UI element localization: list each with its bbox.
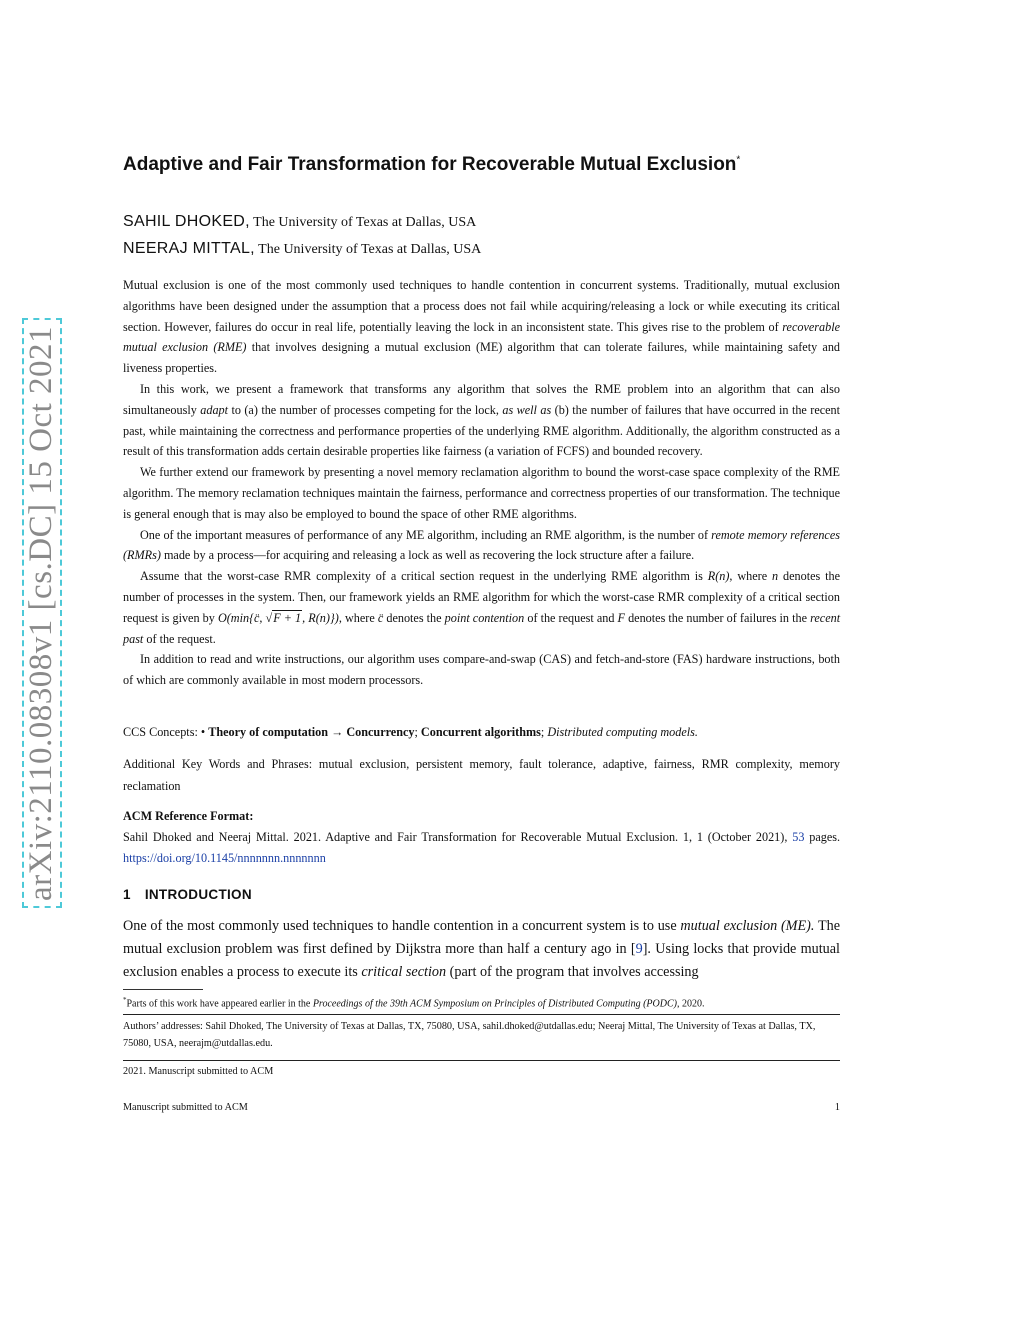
abstract-paragraph: Mutual exclusion is one of the most commonly used techniques to handle contention in concurrent systems. Traditionally, mutual exclusion algorithms have been designed under the assumption that a process does not fail while acquiring/releasing a lock or while executing its critical section. However, failures do occur in real life, potentially leaving the lock in an inconsistent state. This gives rise to the problem of recoverable mutual exclusion (RME) that involves designing a mutual exclusion (ME) algorithm that can tolerate failures, while maintaining safety and liveness properties. (123, 278, 841, 376)
paper-title-text: Adaptive and Fair Transformation for Recoverable Mutual Exclusion (123, 154, 737, 175)
author-name: NEERAJ MITTAL, (123, 240, 255, 257)
author-2 (123, 240, 481, 258)
divider (123, 1060, 840, 1061)
ccs-concepts: CCS Concepts: • Theory of computation → Concurrency; Concurrent algorithms; Distributed computing models. (123, 725, 698, 739)
section-heading: 1 INTRODUCTION (123, 887, 252, 902)
divider (123, 1014, 840, 1015)
manuscript-note: 2021. Manuscript submitted to ACM (123, 1066, 274, 1077)
paper-title (123, 154, 840, 176)
footnote-rule (123, 989, 203, 990)
rmr-complexity-formula: O(min{c̈, √F + 1, R(n)}) (217, 610, 339, 625)
abstract-paragraph: In addition to read and write instructions, our algorithm uses compare-and-swap (CAS) and fetch-and-store (FAS) hardware instructions, both of which are commonly available in most modern processors. (123, 652, 840, 688)
abstract-paragraph: Assume that the worst-case RMR complexity of a critical section request in the underlying RME algorithm is R(n), where n denotes the number of processes in the system. Then, our framework yields an RME algorithm for which the worst-case RMR complexity of a critical section request is given by O(min{c̈, √F + 1, R(n)}), where c̈ denotes the point contention of the request and F denotes the number of failures in the recent past of the request. (123, 569, 841, 646)
page-number: 1 (834, 1102, 840, 1113)
footnote: *Parts of this work have appeared earlier in the Proceedings of the 39th ACM Symposium on Principles of Distributed Computing (PODC), 2020. (123, 996, 705, 1010)
author-affiliation: The University of Texas at Dallas, USA (258, 242, 482, 257)
abstract-paragraph: One of the important measures of performance of any ME algorithm, including an RME algorithm, is the number of remote memory references (RMRs) made by a process—for acquiring and releasing a lock as well as recovering the lock structure after a failure. (123, 527, 840, 563)
author-addresses: Authors’ addresses: Sahil Dhoked, The University of Texas at Dallas, TX, 75080, USA, sahil.dhoked@utdallas.edu; Neeraj Mittal, The University of Texas at Dallas, TX, 75080, USA, neerajm@utdallas.edu. (123, 1021, 816, 1049)
page-count: 53 (792, 829, 805, 844)
author-name: SAHIL DHOKED, (123, 213, 250, 230)
abstract-paragraph: We further extend our framework by presenting a novel memory reclamation algorithm to bound the worst-case space complexity of the RME algorithm. The memory reclamation techniques maintain the fairness, performance and correctness properties of our transformation. The technique is general enough that is may also be employed to bound the space of other RME algorithms. (123, 465, 840, 521)
acm-reference: ACM Reference Format: Sahil Dhoked and Neeraj Mittal. 2021. Adaptive and Fair Transformation for Recoverable Mutual Exclusion. 1, 1 (October 2021), 53 pages. https://doi.org/10.1145/nnnnnnn.nnnnnnn (123, 809, 841, 865)
abstract (123, 275, 840, 691)
footer-text: Manuscript submitted to ACM (123, 1102, 248, 1113)
introduction-text: One of the most commonly used techniques to handle contention in a concurrent system is to use mutual exclusion (ME). The mutual exclusion problem was first defined by Dijkstra more than half a century ago in [9]. Using locks that provide mutual exclusion enables a process to execute its critical section (part of the program that involves accessing (123, 918, 841, 980)
doi-link[interactable]: https://doi.org/10.1145/nnnnnnn.nnnnnnn (123, 850, 326, 865)
title-footnote-mark: * (736, 154, 741, 166)
arxiv-stamp-text: arXiv:2110.08308v1 [cs.DC] 15 Oct 2021 (23, 325, 60, 901)
author-affiliation: The University of Texas at Dallas, USA (253, 215, 477, 230)
acm-reference-heading: ACM Reference Format: (123, 809, 254, 823)
keywords: Additional Key Words and Phrases: mutual exclusion, persistent memory, fault tolerance, adaptive, fairness, RMR complexity, memory reclamation (123, 757, 840, 793)
author-1 (123, 213, 476, 231)
arxiv-stamp (22, 318, 62, 908)
citation-link[interactable]: 9 (635, 941, 643, 957)
abstract-paragraph: In this work, we present a framework that transforms any algorithm that solves the RME problem into an algorithm that can also simultaneously adapt to (a) the number of processes competing for the lock, as well as (b) the number of failures that have occurred in the recent past, while maintaining the correctness and performance properties of the underlying RME algorithm. Additionally, the algorithm constructed as a result of this transformation adds certain desirable properties like fairness (a variation of FCFS) and bounded recovery. (123, 381, 841, 459)
